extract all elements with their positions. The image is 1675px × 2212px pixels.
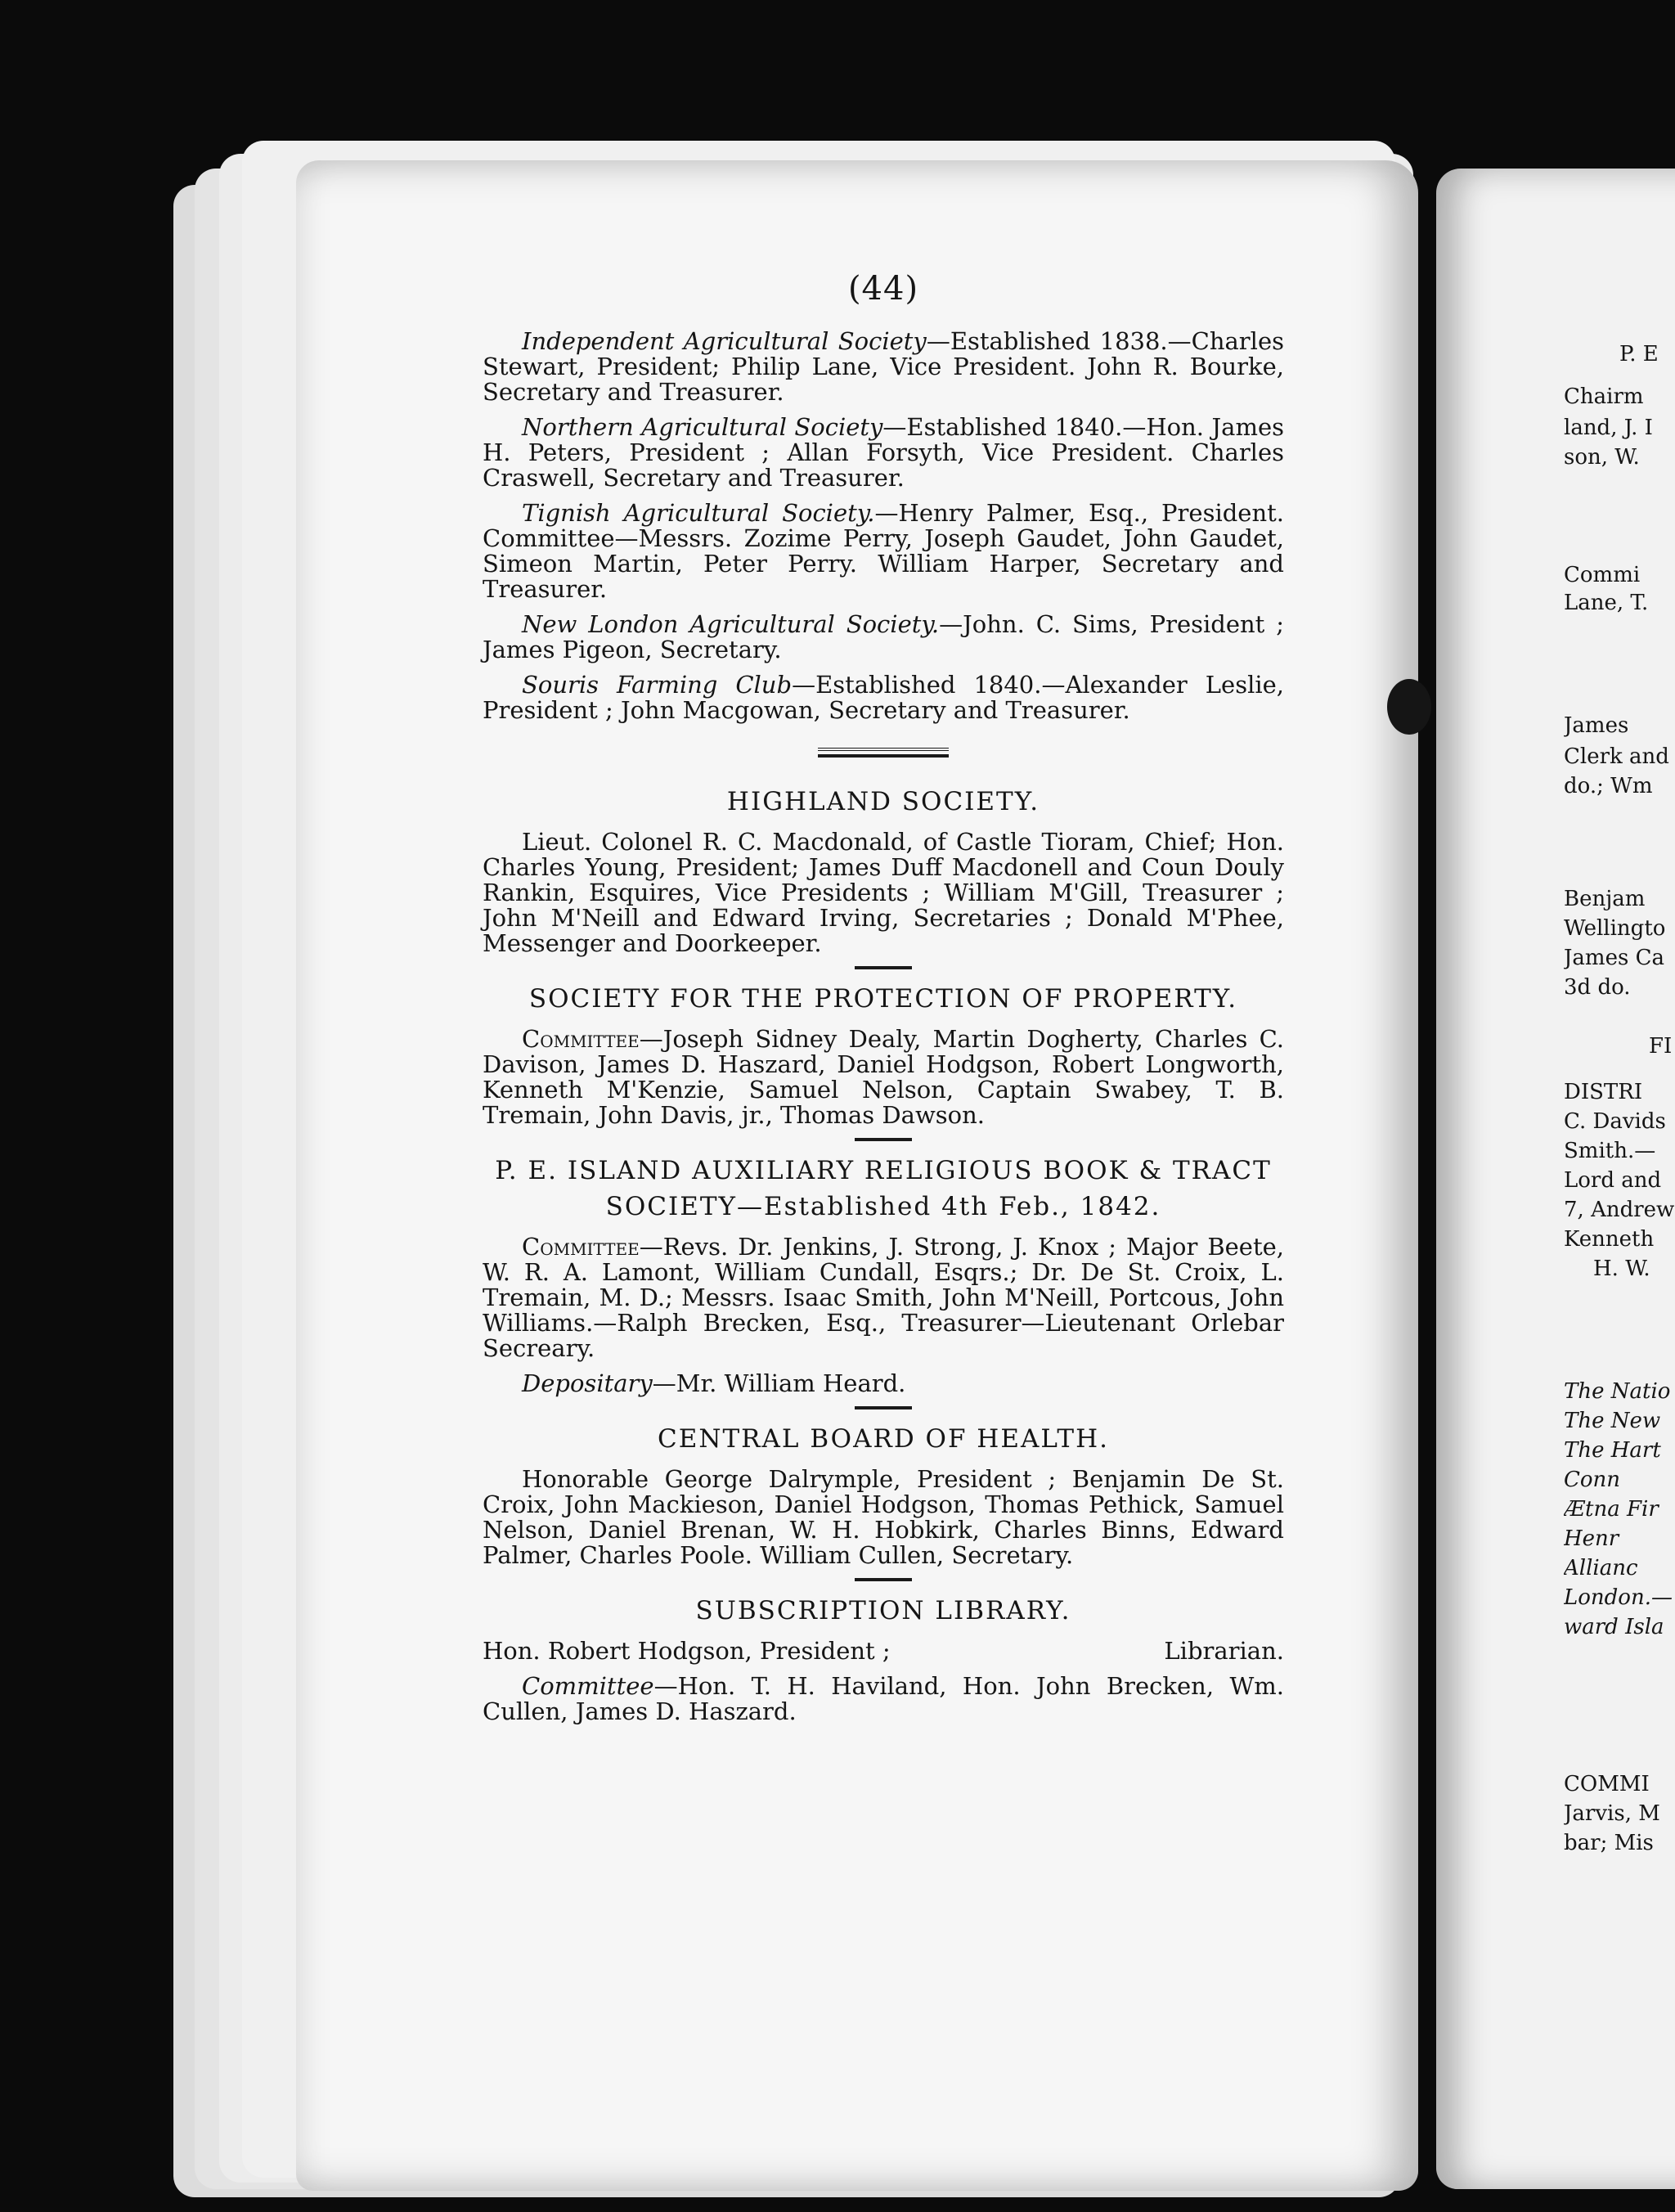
section-title-health: CENTRAL BOARD OF HEALTH. <box>658 1424 1109 1454</box>
right-page-text-fragment: James Ca <box>1564 946 1664 970</box>
society-name: New London Agricultural Society. <box>522 610 940 638</box>
right-page-text-fragment: Jarvis, M <box>1564 1801 1660 1826</box>
right-page-text-fragment: Clerk and <box>1564 744 1669 769</box>
property-committee: —Joseph Sidney Dealy, Martin Dogherty, Charles C. Davison, James D. Haszard, Daniel Hodgson, Robert Longworth, Kenneth M'Kenzie, Samuel Nelson, Captain Swabey, T. B. Tremain, John Davis, jr., Thomas Dawson. <box>483 1025 1284 1129</box>
right-page-text-fragment: do.; Wm <box>1564 774 1653 798</box>
highland-text: Lieut. Colonel R. C. Macdonald, of Castle Tioram, Chief; Hon. Charles Young, President; James Duff Macdonell and Coun Douly Rankin, Esquires, Vice Presidents ; William M'Gill, Treasurer ; John M'Neill and Edward Irving, Secretaries ; Donald M'Phee, Messenger and Doorkeeper. <box>483 828 1284 957</box>
right-page-text-fragment: H. W. <box>1593 1257 1650 1281</box>
section-subtitle-tract: SOCIETY—Established 4th Feb., 1842. <box>605 1192 1161 1221</box>
right-page-text-fragment: London.— <box>1564 1585 1673 1610</box>
right-page-text-fragment: C. Davids <box>1564 1109 1666 1134</box>
library-president: Hon. Robert Hodgson, President ; <box>483 1637 891 1665</box>
society-text: —Established 1840.—Hon. James H. Peters, President ; Allan Forsyth, Vice President. Charles Craswell, Secretary and Treasurer. <box>483 413 1284 492</box>
library-president-line <box>483 1639 1284 1664</box>
society-text: —John. C. Sims, President ; James Pigeon, Secretary. <box>483 610 1284 663</box>
right-page-text-fragment: Benjam <box>1564 887 1646 911</box>
library-committee-text: —Hon. T. H. Haviland, Hon. John Brecken, Wm. Cullen, James D. Haszard. <box>483 1672 1284 1725</box>
binding-hole <box>1387 679 1431 735</box>
right-page-text-fragment: Commi <box>1564 563 1641 587</box>
right-page-text-fragment: Lord and <box>1564 1168 1662 1193</box>
page-content <box>483 270 1284 1734</box>
society-entry <box>483 612 1284 663</box>
society-entry <box>483 672 1284 723</box>
right-page-text-fragment: 7, Andrew <box>1564 1198 1675 1222</box>
right-page-text-fragment: Chairm <box>1564 384 1644 409</box>
society-entry <box>483 501 1284 602</box>
section-divider <box>818 748 949 758</box>
society-name: Souris Farming Club <box>522 671 793 699</box>
tract-committee: —Revs. Dr. Jenkins, J. Strong, J. Knox ; Major Beete, W. R. A. Lamont, William Cundall, Esqrs.; Dr. De St. Croix, L. Tremain, M. D.; Messrs. Isaac Smith, John M'Neill, Portcous, John Williams.—Ralph Brecken, Esq., Treasurer—Lieutenant Orlebar Secreary. <box>483 1233 1284 1362</box>
right-page-text-fragment: The Natio <box>1564 1379 1671 1404</box>
society-entry <box>483 329 1284 405</box>
right-page-text-fragment: Wellingto <box>1564 916 1666 941</box>
library-librarian: Librarian. <box>1164 1637 1284 1665</box>
society-text: —Henry Palmer, Esq., President. Committee—Messrs. Zozime Perry, Joseph Gaudet, John Gaudet, Simeon Martin, Peter Perry. William Harper, Secretary and Treasurer. <box>483 499 1284 603</box>
right-page-text-fragment: Lane, T. <box>1564 591 1649 615</box>
property-text <box>483 1027 1284 1128</box>
right-page-text-fragment: land, J. I <box>1564 416 1653 440</box>
right-page-text-fragment: Ætna Fir <box>1564 1497 1659 1522</box>
society-text: —Established 1838.—Charles Stewart, President; Philip Lane, Vice President. John R. Bourke, Secretary and Treasurer. <box>483 327 1284 406</box>
right-page-text-fragment: son, W. <box>1564 445 1640 470</box>
section-divider <box>855 1406 912 1409</box>
committee-label: Committee <box>522 1025 640 1053</box>
right-page-text-fragment: Allianc <box>1564 1556 1638 1580</box>
section-title-property: SOCIETY FOR THE PROTECTION OF PROPERTY. <box>528 984 1238 1014</box>
right-page-text-fragment: P. E <box>1619 342 1659 366</box>
right-page-text-fragment: DISTRI <box>1564 1080 1643 1104</box>
right-page-text-fragment: The New <box>1564 1409 1661 1433</box>
committee-label: Committee <box>522 1672 654 1700</box>
tract-text <box>483 1234 1284 1361</box>
society-name: Northern Agricultural Society <box>522 413 883 441</box>
section-divider <box>855 1138 912 1141</box>
section-title-library: SUBSCRIPTION LIBRARY. <box>695 1596 1071 1625</box>
society-text: —Established 1840.—Alexander Leslie, President ; John Macgowan, Secretary and Treasurer. <box>483 671 1284 724</box>
right-page-text-fragment: The Hart <box>1564 1438 1661 1463</box>
right-page-text-fragment: ward Isla <box>1564 1615 1664 1639</box>
health-text: Honorable George Dalrymple, President ; Benjamin De St. Croix, John Mackieson, Daniel Hodgson, Thomas Pethick, Samuel Nelson, Daniel Brenan, W. H. Hobkirk, Charles Binns, Edward Palmer, Charles Poole. William Cullen, Secretary. <box>483 1465 1284 1569</box>
right-page-text-fragment: 3d do. <box>1564 975 1631 1000</box>
section-divider <box>855 966 912 969</box>
society-name: Tignish Agricultural Society. <box>522 499 875 527</box>
section-title-tract: P. E. ISLAND AUXILIARY RELIGIOUS BOOK & TRACT <box>495 1156 1272 1185</box>
committee-label: Committee <box>522 1233 640 1261</box>
depositary-text <box>483 1371 1284 1396</box>
right-page-text-fragment: COMMI <box>1564 1772 1650 1796</box>
page-number: (44) <box>847 270 919 308</box>
right-page-text-fragment: Henr <box>1564 1526 1619 1551</box>
right-page-text-fragment: James <box>1564 713 1629 738</box>
right-page-text-fragment: bar; Mis <box>1564 1831 1654 1855</box>
society-entry <box>483 415 1284 491</box>
right-page-text-fragment: Kenneth <box>1564 1227 1655 1252</box>
right-page-text-fragment: Conn <box>1564 1468 1621 1492</box>
depositary-name: —Mr. William Heard. <box>652 1369 906 1397</box>
right-page-text-fragment: Smith.— <box>1564 1139 1656 1163</box>
section-title-highland: HIGHLAND SOCIETY. <box>726 787 1040 816</box>
society-name: Independent Agricultural Society <box>522 327 927 355</box>
library-committee <box>483 1674 1284 1724</box>
right-page-text-fragment: FI <box>1649 1034 1673 1059</box>
depositary-label: Depositary <box>522 1369 653 1397</box>
section-divider <box>855 1578 912 1581</box>
